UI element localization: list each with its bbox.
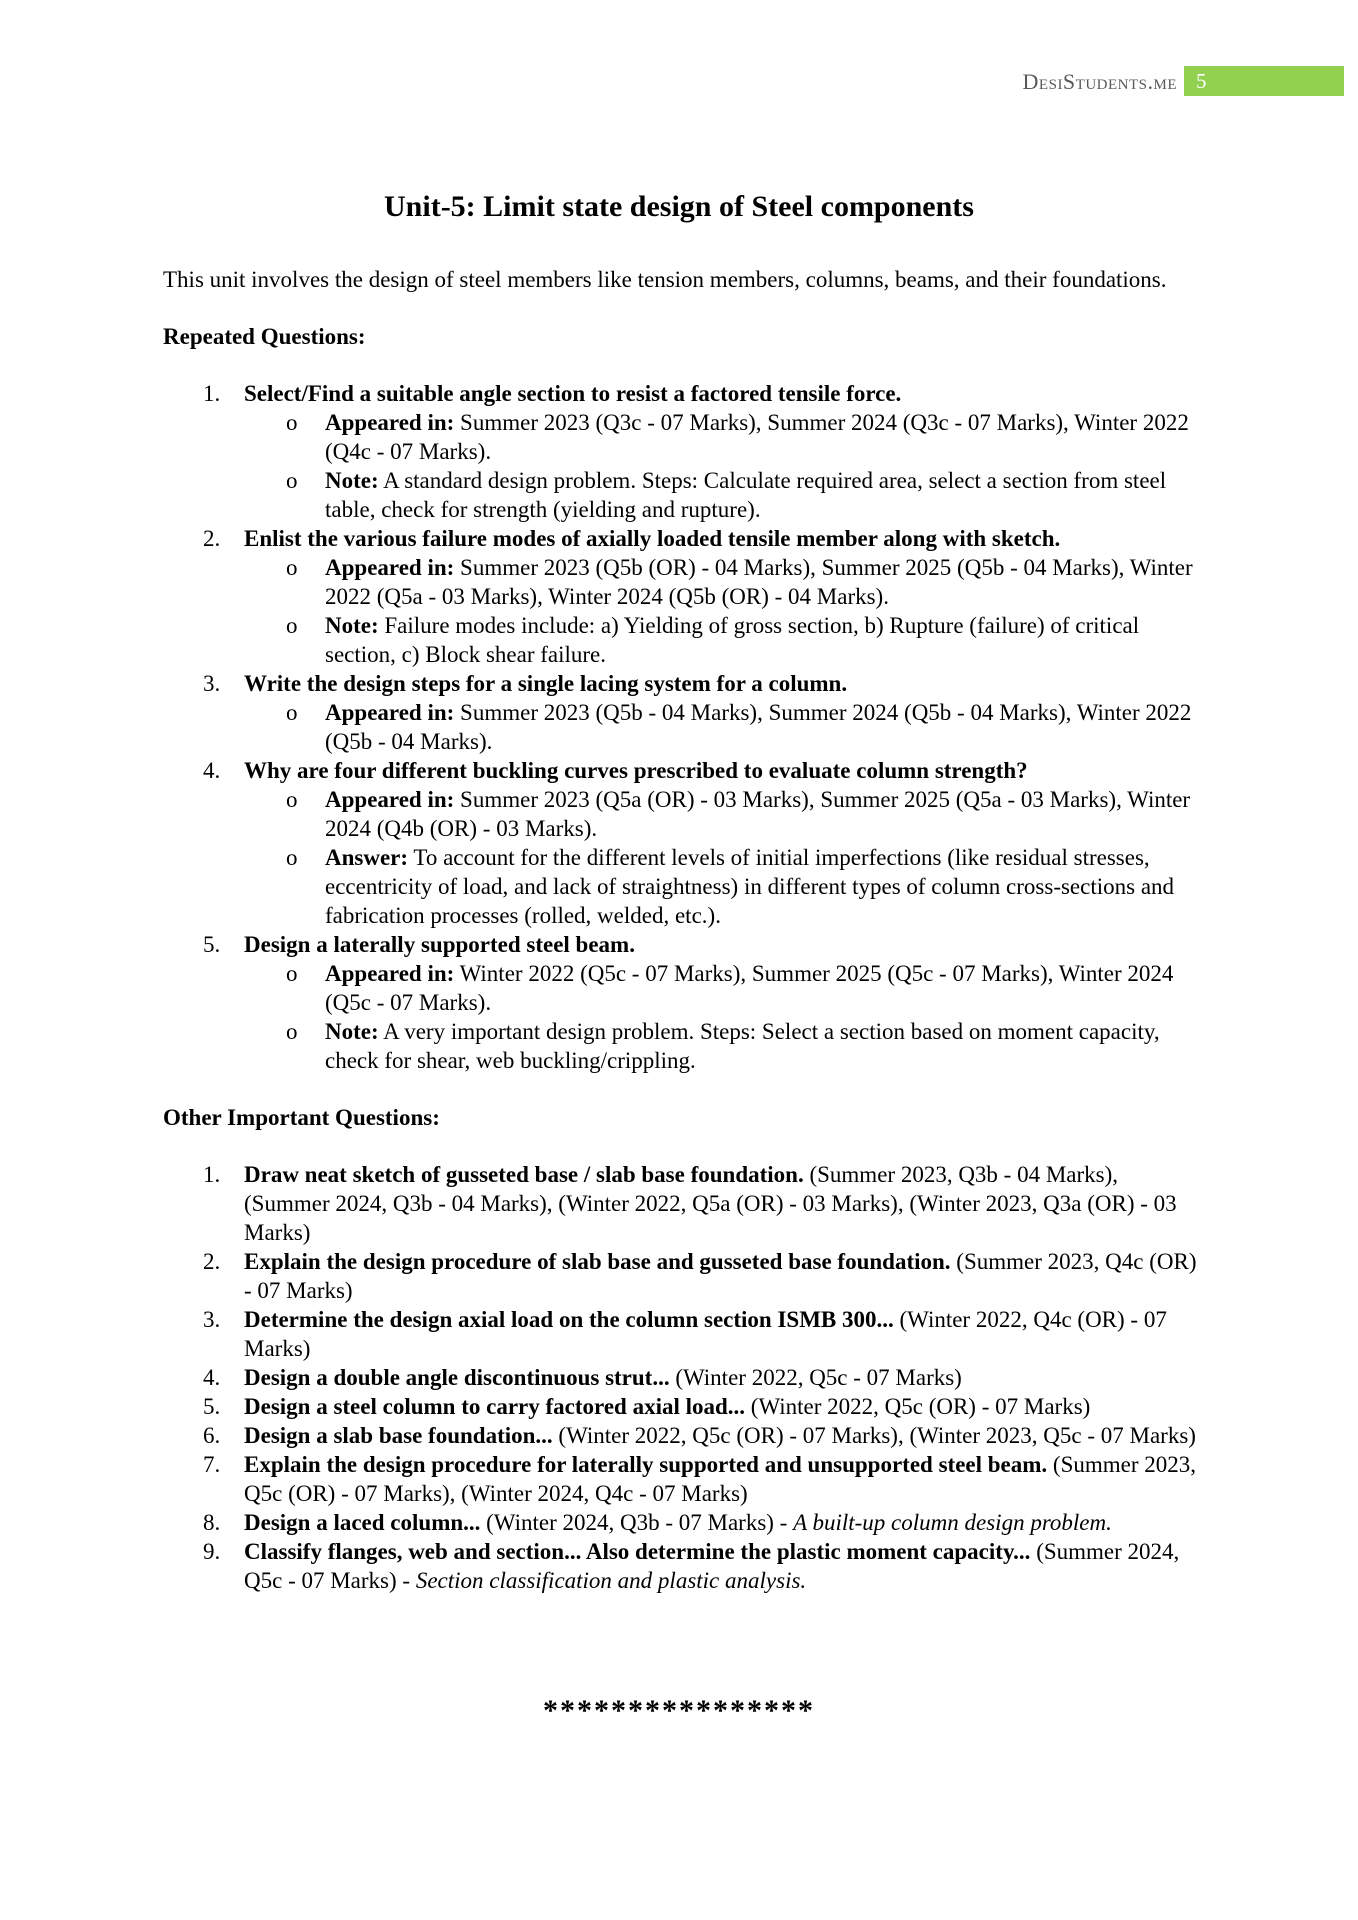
- question-text: Enlist the various failure modes of axially loaded tensile member along with sketch.: [244, 526, 1061, 551]
- detail-item: [244, 466, 1203, 524]
- detail-item: [244, 843, 1203, 930]
- question-details: [244, 408, 1203, 524]
- detail-item: [244, 959, 1203, 1017]
- detail-label: Note:: [325, 468, 379, 493]
- question-number: 4.: [203, 1365, 221, 1390]
- bullet-icon: o: [286, 845, 298, 870]
- detail-item: [244, 408, 1203, 466]
- detail-text: Winter 2022 (Q5c - 07 Marks), Summer 2025 (Q5c - 07 Marks), Winter 2024 (Q5c - 07 Marks).: [325, 961, 1174, 1015]
- detail-label: Note:: [325, 1019, 379, 1044]
- detail-item: [244, 1017, 1203, 1075]
- footer-stars: ****************: [543, 1694, 815, 1727]
- question-number: 3.: [203, 1307, 221, 1332]
- detail-text: Failure modes include: a) Yielding of gross section, b) Rupture (failure) of critical section, c) Block shear failure.: [325, 613, 1140, 667]
- detail-label: Answer:: [325, 845, 409, 870]
- bullet-icon: o: [286, 1019, 298, 1044]
- detail-text: Summer 2023 (Q5a (OR) - 03 Marks), Summer 2025 (Q5a - 03 Marks), Winter 2024 (Q4b (OR) - 03 Marks).: [325, 787, 1191, 841]
- question-text: Draw neat sketch of gusseted base / slab base foundation.: [244, 1162, 804, 1187]
- question-reference: (Winter 2022, Q4c (OR) - 07 Marks): [244, 1307, 1167, 1361]
- other-question-item: [163, 1363, 1203, 1392]
- question-reference: (Summer 2023, Q3b - 04 Marks), (Summer 2024, Q3b - 04 Marks), (Winter 2022, Q5a (OR) - 03 Marks), (Winter 2023, Q3a (OR) - 03 Marks): [244, 1162, 1177, 1245]
- question-reference: (Winter 2022, Q5c - 07 Marks): [669, 1365, 962, 1390]
- question-text: Design a double angle discontinuous strut...: [244, 1365, 670, 1390]
- detail-text: Summer 2023 (Q5b (OR) - 04 Marks), Summer 2025 (Q5b - 04 Marks), Winter 2022 (Q5a - 03 Marks), Winter 2024 (Q5b (OR) - 04 Marks).: [325, 555, 1193, 609]
- other-question-item: [163, 1537, 1203, 1595]
- other-questions-heading: Other Important Questions:: [163, 1105, 440, 1130]
- question-reference: (Winter 2022, Q5c (OR) - 07 Marks), (Winter 2023, Q5c - 07 Marks): [552, 1423, 1196, 1448]
- bullet-icon: o: [286, 613, 298, 638]
- detail-item: [244, 553, 1203, 611]
- document-body: [163, 265, 1203, 1595]
- question-number: 3.: [203, 671, 221, 696]
- question-details: [244, 785, 1203, 930]
- question-number: 1.: [203, 381, 221, 406]
- detail-item: [244, 611, 1203, 669]
- intro-paragraph: This unit involves the design of steel members like tension members, columns, beams, and their foundations.: [163, 267, 1167, 292]
- question-text: Write the design steps for a single lacing system for a column.: [244, 671, 848, 696]
- question-text: Design a laced column...: [244, 1510, 481, 1535]
- question-number: 5.: [203, 932, 221, 957]
- question-remark: A built-up column design problem.: [793, 1510, 1112, 1535]
- question-number: 9.: [203, 1539, 221, 1564]
- bullet-icon: o: [286, 410, 298, 435]
- question-number: 2.: [203, 526, 221, 551]
- question-number: 7.: [203, 1452, 221, 1477]
- question-text: Design a slab base foundation...: [244, 1423, 553, 1448]
- question-number: 4.: [203, 758, 221, 783]
- question-text: Classify flanges, web and section... Also determine the plastic moment capacity...: [244, 1539, 1031, 1564]
- detail-label: Appeared in:: [325, 961, 455, 986]
- question-text: Explain the design procedure for laterally supported and unsupported steel beam.: [244, 1452, 1048, 1477]
- question-remark: Section classification and plastic analysis.: [415, 1568, 807, 1593]
- other-question-item: [163, 1450, 1203, 1508]
- question-number: 2.: [203, 1249, 221, 1274]
- question-reference: (Summer 2023, Q4c (OR) - 07 Marks): [244, 1249, 1197, 1303]
- other-question-item: [163, 1508, 1203, 1537]
- question-number: 6.: [203, 1423, 221, 1448]
- question-text: Why are four different buckling curves prescribed to evaluate column strength?: [244, 758, 1028, 783]
- detail-label: Appeared in:: [325, 410, 455, 435]
- question-number: 5.: [203, 1394, 221, 1419]
- question-text: Explain the design procedure of slab base and gusseted base foundation.: [244, 1249, 951, 1274]
- repeated-question-item: [163, 756, 1203, 930]
- bullet-icon: o: [286, 555, 298, 580]
- question-reference: (Winter 2024, Q3b - 07 Marks) -: [480, 1510, 794, 1535]
- detail-label: Appeared in:: [325, 787, 455, 812]
- question-details: [244, 959, 1203, 1075]
- other-question-item: [163, 1421, 1203, 1450]
- other-question-item: [163, 1392, 1203, 1421]
- detail-text: Summer 2023 (Q3c - 07 Marks), Summer 2024 (Q3c - 07 Marks), Winter 2022 (Q4c - 07 Marks).: [325, 410, 1189, 464]
- detail-label: Note:: [325, 613, 379, 638]
- question-details: [244, 553, 1203, 669]
- detail-item: [244, 785, 1203, 843]
- repeated-question-item: [163, 669, 1203, 756]
- question-text: Design a steel column to carry factored axial load...: [244, 1394, 746, 1419]
- detail-text: To account for the different levels of initial imperfections (like residual stresses, eccentricity of load, and lack of straightness) in different types of column cross-sections and fabrication processes (rolled, welded, etc.).: [325, 845, 1175, 928]
- header-site-name: DesiStudents.me: [1022, 69, 1177, 94]
- other-questions-list: [163, 1160, 1203, 1595]
- bullet-icon: o: [286, 468, 298, 493]
- question-text: Design a laterally supported steel beam.: [244, 932, 635, 957]
- detail-text: Summer 2023 (Q5b - 04 Marks), Summer 2024 (Q5b - 04 Marks), Winter 2022 (Q5b - 04 Marks).: [325, 700, 1192, 754]
- repeated-question-item: [163, 930, 1203, 1075]
- question-reference: (Summer 2024, Q5c - 07 Marks) -: [244, 1539, 1180, 1593]
- page-title: Unit-5: Limit state design of Steel components: [384, 190, 974, 223]
- other-question-item: [163, 1160, 1203, 1247]
- question-number: 8.: [203, 1510, 221, 1535]
- detail-item: [244, 698, 1203, 756]
- other-question-item: [163, 1305, 1203, 1363]
- other-question-item: [163, 1247, 1203, 1305]
- repeated-questions-heading: Repeated Questions:: [163, 324, 366, 349]
- question-details: [244, 698, 1203, 756]
- bullet-icon: o: [286, 961, 298, 986]
- detail-label: Appeared in:: [325, 700, 455, 725]
- question-number: 1.: [203, 1162, 221, 1187]
- question-text: Determine the design axial load on the column section ISMB 300...: [244, 1307, 894, 1332]
- bullet-icon: o: [286, 787, 298, 812]
- repeated-question-item: [163, 379, 1203, 524]
- detail-label: Appeared in:: [325, 555, 455, 580]
- question-reference: (Winter 2022, Q5c (OR) - 07 Marks): [745, 1394, 1091, 1419]
- repeated-question-item: [163, 524, 1203, 669]
- question-text: Select/Find a suitable angle section to resist a factored tensile force.: [244, 381, 902, 406]
- detail-text: A standard design problem. Steps: Calculate required area, select a section from steel table, check for strength (yielding and rupture).: [325, 468, 1167, 522]
- repeated-questions-list: [163, 379, 1203, 1075]
- header-page-number: 5: [1184, 66, 1344, 96]
- bullet-icon: o: [286, 700, 298, 725]
- question-reference: (Summer 2023, Q5c (OR) - 07 Marks), (Winter 2024, Q4c - 07 Marks): [244, 1452, 1197, 1506]
- detail-text: A very important design problem. Steps: Select a section based on moment capacity, check for shear, web buckling/crippling.: [325, 1019, 1160, 1073]
